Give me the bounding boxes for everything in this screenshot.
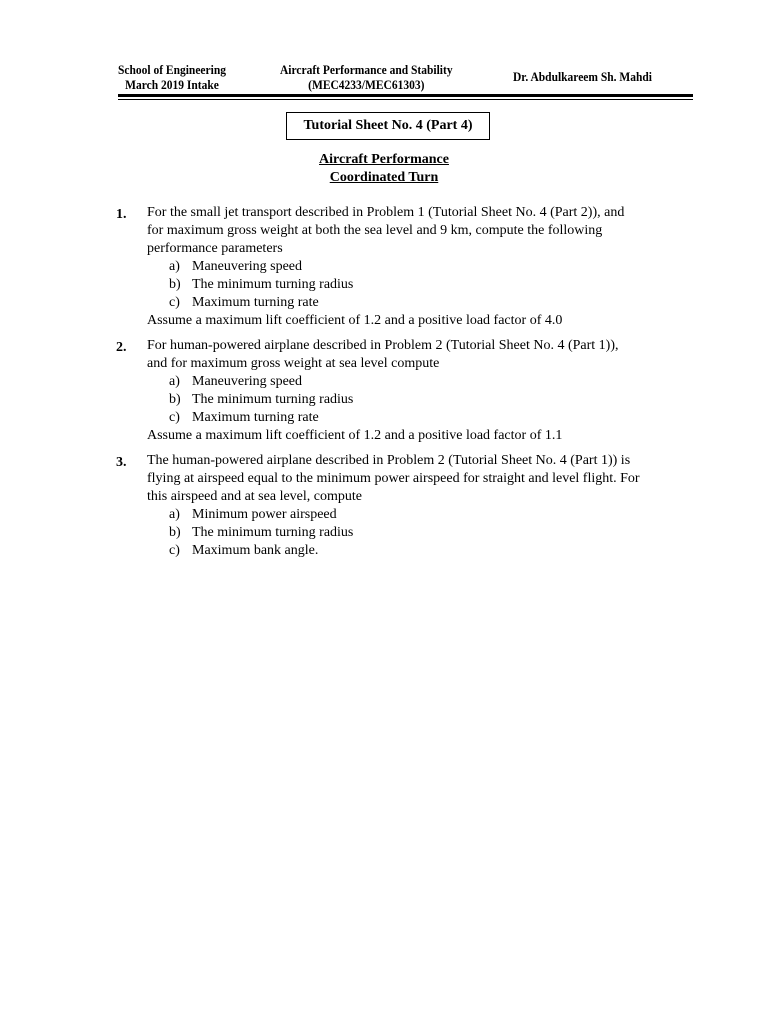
problem-note: Assume a maximum lift coefficient of 1.2 and a positive load factor of 4.0 — [147, 313, 563, 328]
problem-line: performance parameters — [147, 241, 283, 256]
item-text: Maneuvering speed — [192, 259, 303, 274]
item-label: b) — [169, 525, 181, 540]
problem-line: this airspeed and at sea level, compute — [147, 489, 362, 504]
section-title: Aircraft Performance — [319, 152, 449, 167]
list-item — [147, 276, 672, 294]
header-rule-thick — [118, 94, 693, 97]
item-label: a) — [169, 507, 180, 522]
problem-note: Assume a maximum lift coefficient of 1.2 and a positive load factor of 1.1 — [147, 428, 563, 443]
item-text: The minimum turning radius — [192, 525, 354, 540]
school-info — [118, 63, 226, 93]
item-label: b) — [169, 392, 181, 407]
list-item — [147, 294, 672, 312]
problem-body — [147, 204, 672, 330]
author-name: Dr. Abdulkareem Sh. Mahdi — [513, 70, 653, 84]
sub-items — [147, 373, 672, 427]
item-label: b) — [169, 277, 181, 292]
item-label: c) — [169, 543, 180, 558]
item-text: Maneuvering speed — [192, 374, 303, 389]
item-label: c) — [169, 410, 180, 425]
problem-line: For human-powered airplane described in Problem 2 (Tutorial Sheet No. 4 (Part 1)), — [147, 338, 619, 353]
item-text: Maximum turning rate — [192, 295, 319, 310]
problem-line: for maximum gross weight at both the sea level and 9 km, compute the following — [147, 223, 603, 238]
list-item — [147, 391, 672, 409]
item-text: Maximum turning rate — [192, 410, 319, 425]
problem-line: For the small jet transport described in Problem 1 (Tutorial Sheet No. 4 (Part 2)), and — [147, 205, 625, 220]
problem-line: The human-powered airplane described in Problem 2 (Tutorial Sheet No. 4 (Part 1)) is — [147, 453, 631, 468]
sheet-title: Tutorial Sheet No. 4 (Part 4) — [286, 112, 490, 140]
item-text: The minimum turning radius — [192, 277, 354, 292]
header-rule-thin — [118, 99, 693, 100]
item-label: a) — [169, 374, 180, 389]
list-item — [147, 373, 672, 391]
list-item — [147, 506, 672, 524]
item-text: Minimum power airspeed — [192, 507, 337, 522]
item-label: a) — [169, 259, 180, 274]
problem-number: 3. — [116, 455, 127, 470]
sub-items — [147, 258, 672, 312]
list-item — [147, 258, 672, 276]
problem-number: 1. — [116, 207, 127, 222]
item-text: Maximum bank angle. — [192, 543, 319, 558]
item-text: The minimum turning radius — [192, 392, 354, 407]
problem-number: 2. — [116, 340, 127, 355]
school-name: School of Engineering — [118, 63, 226, 77]
page-header — [118, 63, 692, 93]
problem-line: and for maximum gross weight at sea level compute — [147, 356, 440, 371]
list-item — [147, 409, 672, 427]
list-item — [147, 524, 672, 542]
item-label: c) — [169, 295, 180, 310]
list-item — [147, 542, 672, 560]
problem-line: flying at airspeed equal to the minimum power airspeed for straight and level flight. For — [147, 471, 640, 486]
intake: March 2019 Intake — [125, 78, 219, 92]
course-code: (MEC4233/MEC61303) — [308, 78, 425, 92]
course-title: Aircraft Performance and Stability — [280, 63, 453, 77]
sub-items — [147, 506, 672, 560]
problem-body — [147, 337, 672, 445]
section-subtitle: Coordinated Turn — [329, 170, 439, 185]
section-heading — [250, 151, 518, 187]
problem-body — [147, 452, 672, 560]
course-info — [280, 63, 453, 93]
